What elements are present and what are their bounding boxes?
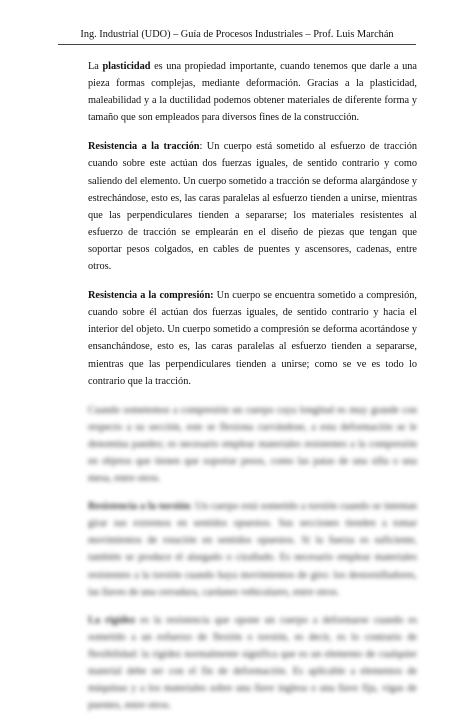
- term-resistencia-compresion: Resistencia a la compresión:: [88, 290, 214, 302]
- blurred-paragraph: Cuando sometemos a compresión un cuerpo cuya longitud es muy grande con respecto a su sección, este se flexiona curvándose, a esta deformación se le denomina pandeo; es necesario emplear materiales resistentes a la compresión en objetos que tienen que soportar pesos, como las patas de una silla o una mesa, entre otros.: [88, 404, 417, 485]
- blurred-preview-region: [88, 402, 417, 715]
- term-plasticidad: plasticidad: [102, 61, 151, 72]
- blurred-paragraph: La rigidez es la resistencia que opone un cuerpo a deformarse cuando es sometido a un esfuerzo de flexión o torsión, es decir, es lo contrario de flexibilidad: la rigidez normalmente significa que es un elemento de cualquier material debe ser con el fin de deformación. Es aplicable a elementos de máquinas y a los materiales sobre una llave inglesa o una llave fija, vigas de puentes, entre otros.: [88, 614, 417, 712]
- paragraph-plasticidad: [88, 58, 417, 126]
- paragraph-lead: La: [88, 61, 103, 72]
- paragraph-text: Un cuerpo se encuentra sometido a compresión, cuando sobre él actúan dos fuerzas iguales, de sentido contrario y hacia el interior del objeto. Un cuerpo sometido a compresión se deforma acortándose y ensanchándose, esto es, las caras paralelas al esfuerzo tienden a separarse, mientras que las perpendiculares tienden a unirse; como se ve es todo lo contrario que la tracción.: [88, 290, 417, 387]
- paragraph-text: es una propiedad importante, cuando tenemos que darle a una pieza formas complejas, mediante deformación. Gracias a la plasticidad, maleabilidad y a la ductilidad podemos obtener materiales de diferente forma y tamaño que son empleados para diversos fines de la construcción.: [88, 61, 417, 124]
- term-resistencia-traccion: Resistencia a la tracción: [88, 141, 200, 153]
- paragraph-compresion: [88, 287, 417, 390]
- page-header: Ing. Industrial (UDO) – Guía de Procesos Industriales – Prof. Luis Marchán: [58, 28, 416, 45]
- paragraph-text: : Un cuerpo está sometido al esfuerzo de tracción cuando sobre este actúan dos fuerzas iguales, de sentido contrario y como saliendo del elemento. Un cuerpo sometido a tracción se deforma alargándose y estrechándose, esto es, las caras paralelas al esfuerzo tienden a unirse, mientras que las perpendiculares tienden a separarse; los materiales resistentes al esfuerzo de tracción se emplearán en el diseño de piezas que tengan que soportar pesos colgados, en cables de puentes y ascensores, cadenas, entre otros.: [88, 141, 418, 273]
- paragraph-traccion: [88, 138, 417, 275]
- blurred-paragraph: Resistencia a la torsión: Un cuerpo está sometido a torsión cuando se intentan girar sus extremos en sentidos opuestos. Sus secciones tienden a tomar movimientos de rotación en sentidos opuestos. Si la fuerza es suficiente, también se produce el alargado o cizallado. Es necesario emplear materiales resistentes a la torsión cuando haya movimientos de giro: los destornilladores, las llaves de una cerradura, cardanes vehiculares, entre otros.: [88, 501, 418, 598]
- page-content: [88, 58, 417, 725]
